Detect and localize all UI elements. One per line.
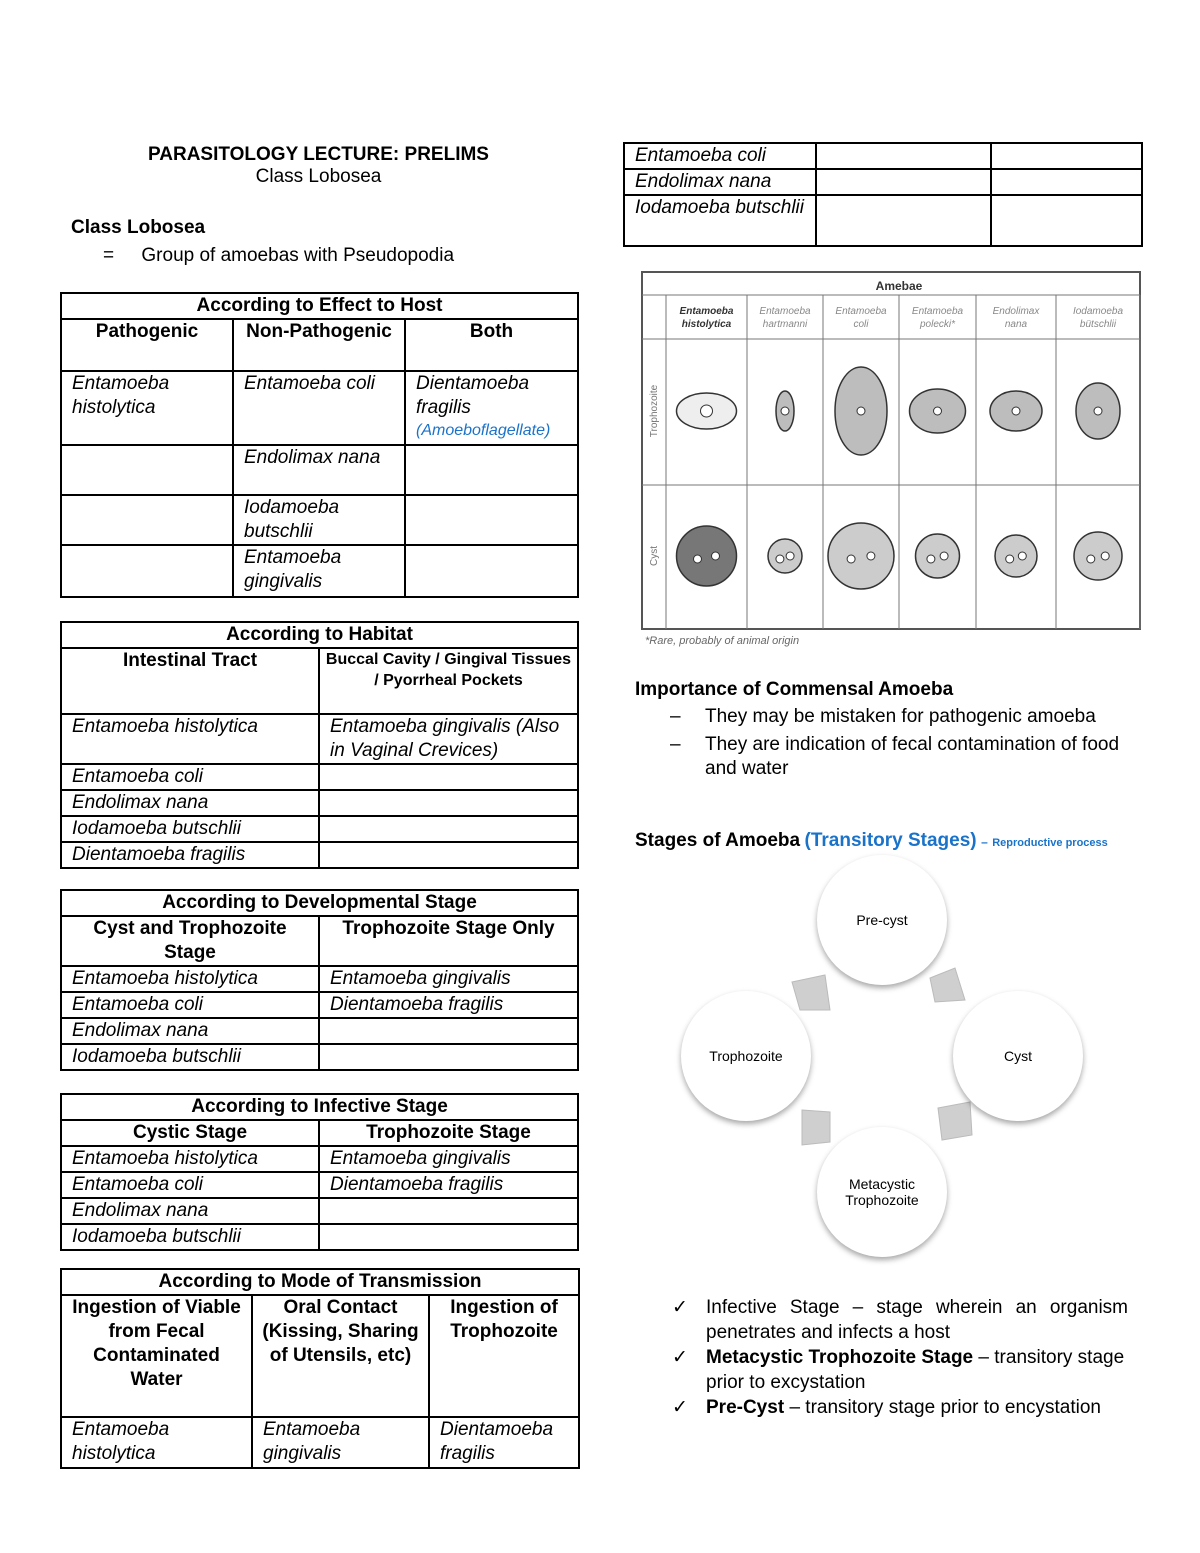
table-cell bbox=[319, 764, 578, 790]
species-table bbox=[623, 142, 1143, 247]
table-cell bbox=[816, 195, 991, 246]
figure-caption: *Rare, probably of animal origin bbox=[645, 635, 800, 647]
table-cell: Iodamoeba butschlii bbox=[624, 195, 816, 246]
table-cell: Entamoeba gingivalis bbox=[319, 966, 578, 992]
column-header: Intestinal Tract bbox=[61, 648, 319, 714]
figure-title: Amebae bbox=[875, 279, 923, 293]
species-label: Endolimax bbox=[992, 306, 1040, 317]
table-title: According to Mode of Transmission bbox=[61, 1269, 579, 1295]
table-habitat bbox=[60, 621, 579, 869]
table-cell bbox=[319, 1198, 578, 1224]
table-cell: Endolimax nana bbox=[624, 169, 816, 195]
cycle-stage: Metacystic Trophozoite bbox=[817, 1127, 947, 1257]
table-cell: Entamoeba gingivalis bbox=[233, 545, 405, 597]
definition-text: Group of amoebas with Pseudopodia bbox=[141, 245, 455, 266]
arrow-icon bbox=[930, 968, 965, 1002]
page-title: PARASITOLOGY LECTURE: PRELIMS bbox=[148, 144, 489, 165]
cyst-icon bbox=[828, 523, 894, 589]
table-row bbox=[61, 1018, 578, 1044]
commensal-heading: Importance of Commensal Amoeba bbox=[635, 679, 954, 700]
page-subtitle: Class Lobosea bbox=[255, 166, 382, 187]
table-cell: Iodamoeba butschlii bbox=[61, 816, 319, 842]
section-heading: Class Lobosea bbox=[71, 217, 206, 238]
cyst-icon bbox=[916, 534, 960, 578]
table-title: According to Infective Stage bbox=[61, 1094, 578, 1120]
table-cell bbox=[816, 169, 991, 195]
table-row bbox=[61, 714, 578, 764]
arrow-icon bbox=[938, 1102, 972, 1140]
table-row bbox=[61, 1172, 578, 1198]
table-row bbox=[61, 816, 578, 842]
stages-heading: Stages of Amoeba (Transitory Stages) – Reproductive process bbox=[635, 830, 1108, 851]
table-row bbox=[61, 966, 578, 992]
column-header: Both bbox=[405, 319, 578, 371]
table-transmission bbox=[60, 1268, 580, 1469]
table-row bbox=[61, 445, 578, 495]
table-cell: Dientamoeba fragilis bbox=[319, 1172, 578, 1198]
table-cell: Entamoeba histolytica bbox=[61, 1146, 319, 1172]
table-cell: Entamoeba gingivalis (Also in Vaginal Crevices) bbox=[319, 714, 578, 764]
table-title: According to Effect to Host bbox=[61, 293, 578, 319]
table-cell bbox=[319, 842, 578, 868]
species-label: coli bbox=[853, 319, 869, 330]
column-header: Ingestion of Viable from Fecal Contaminated Water bbox=[61, 1295, 252, 1417]
table-cell: Endolimax nana bbox=[61, 1018, 319, 1044]
row-label: Cyst bbox=[649, 546, 660, 566]
bullet: = bbox=[103, 245, 115, 266]
table-note: (Amoeboflagellate) bbox=[416, 422, 551, 439]
amebae-figure bbox=[641, 271, 1141, 631]
species-label: nana bbox=[1004, 319, 1028, 330]
table-cell bbox=[319, 790, 578, 816]
table-cell bbox=[405, 445, 578, 495]
table-cell: Entamoeba coli bbox=[233, 371, 405, 445]
arrow-icon bbox=[802, 1110, 830, 1145]
column-header: Trophozoite Stage bbox=[319, 1120, 578, 1146]
table-cell bbox=[816, 143, 991, 169]
table-cell: Entamoeba histolytica bbox=[61, 371, 233, 445]
species-label: histolytica bbox=[681, 319, 732, 330]
cycle-stage: Trophozoite bbox=[681, 991, 811, 1121]
table-title: According to Habitat bbox=[61, 622, 578, 648]
table-cell bbox=[991, 169, 1142, 195]
column-header: Oral Contact (Kissing, Sharing of Utensils, etc) bbox=[252, 1295, 429, 1417]
species-label: bütschlii bbox=[1079, 319, 1117, 330]
arrow-icon bbox=[792, 975, 830, 1010]
cyst-icon bbox=[1074, 532, 1122, 580]
table-cell: Iodamoeba butschlii bbox=[233, 495, 405, 545]
table-cell: Dientamoeba fragilis bbox=[429, 1417, 579, 1468]
cycle-stage: Cyst bbox=[953, 991, 1083, 1121]
table-cell bbox=[319, 1224, 578, 1250]
list-item: – They are indication of fecal contamination of food and water bbox=[670, 734, 1120, 779]
table-cell bbox=[405, 545, 578, 597]
table-row bbox=[61, 371, 578, 445]
list-item: ✓ Metacystic Trophozoite Stage – transitory stage prior to excystation bbox=[672, 1347, 1125, 1393]
species-label: Entamoeba bbox=[759, 306, 811, 317]
species-label: polecki* bbox=[919, 319, 956, 330]
table-cell bbox=[61, 495, 233, 545]
table-cell: Entamoeba coli bbox=[61, 764, 319, 790]
column-header: Trophozoite Stage Only bbox=[319, 916, 578, 966]
table-cell: Entamoeba gingivalis bbox=[319, 1146, 578, 1172]
table-cell bbox=[405, 495, 578, 545]
cycle-stage: Pre-cyst bbox=[817, 855, 947, 985]
row-label: Trophozoite bbox=[649, 384, 660, 438]
table-cell: Endolimax nana bbox=[61, 790, 319, 816]
table-row bbox=[61, 1044, 578, 1070]
list-item: ✓ Pre-Cyst – transitory stage prior to encystation bbox=[672, 1397, 1101, 1418]
table-cell: Entamoeba coli bbox=[61, 1172, 319, 1198]
cyst-icon bbox=[995, 535, 1037, 577]
column-header: Pathogenic bbox=[61, 319, 233, 371]
table-cell: Dientamoeba fragilis (Amoeboflagellate) bbox=[405, 371, 578, 445]
table-row bbox=[61, 1224, 578, 1250]
table-cell: Entamoeba histolytica bbox=[61, 714, 319, 764]
cyst-icon bbox=[677, 526, 737, 586]
list-item: – They may be mistaken for pathogenic amoeba bbox=[670, 706, 1096, 727]
table-infective bbox=[60, 1093, 579, 1251]
species-label: Iodamoeba bbox=[1072, 306, 1124, 317]
definitions-list bbox=[672, 1295, 1128, 1420]
table-row bbox=[61, 1198, 578, 1224]
table-cell bbox=[61, 545, 233, 597]
table-row bbox=[61, 992, 578, 1018]
table-cell: Entamoeba histolytica bbox=[61, 966, 319, 992]
table-cell bbox=[319, 816, 578, 842]
column-header: Cystic Stage bbox=[61, 1120, 319, 1146]
table-row bbox=[61, 545, 578, 597]
table-row bbox=[624, 195, 1142, 246]
table-row bbox=[61, 1146, 578, 1172]
cyst-icon bbox=[768, 539, 802, 573]
table-cell: Iodamoeba butschlii bbox=[61, 1224, 319, 1250]
table-title: According to Developmental Stage bbox=[61, 890, 578, 916]
table-effect bbox=[60, 292, 579, 598]
table-cell bbox=[991, 195, 1142, 246]
definition bbox=[103, 245, 454, 267]
table-cell bbox=[319, 1044, 578, 1070]
species-label: hartmanni bbox=[762, 319, 808, 330]
list-item: ✓ Infective Stage – stage wherein an organism penetrates and infects a host bbox=[672, 1297, 1128, 1343]
table-row bbox=[624, 143, 1142, 169]
column-header: Cyst and Trophozoite Stage bbox=[61, 916, 319, 966]
table-row bbox=[61, 764, 578, 790]
table-cell: Dientamoeba fragilis bbox=[319, 992, 578, 1018]
table-cell bbox=[319, 1018, 578, 1044]
table-row bbox=[61, 790, 578, 816]
table-cell: Endolimax nana bbox=[233, 445, 405, 495]
column-header: Non-Pathogenic bbox=[233, 319, 405, 371]
table-cell: Entamoeba coli bbox=[624, 143, 816, 169]
table-cell bbox=[61, 445, 233, 495]
species-label: Entamoeba bbox=[679, 306, 734, 317]
table-cell: Endolimax nana bbox=[61, 1198, 319, 1224]
table-cell bbox=[991, 143, 1142, 169]
table-cell: Dientamoeba fragilis bbox=[61, 842, 319, 868]
table-cell: Entamoeba gingivalis bbox=[252, 1417, 429, 1468]
table-row bbox=[61, 842, 578, 868]
table-row bbox=[61, 1417, 579, 1468]
species-label: Entamoeba bbox=[835, 306, 887, 317]
table-cell: Entamoeba coli bbox=[61, 992, 319, 1018]
table-developmental bbox=[60, 889, 579, 1071]
table-cell: Iodamoeba butschlii bbox=[61, 1044, 319, 1070]
table-cell: Entamoeba histolytica bbox=[61, 1417, 252, 1468]
species-label: Entamoeba bbox=[911, 306, 964, 317]
commensal-list bbox=[635, 705, 1145, 781]
table-row bbox=[624, 169, 1142, 195]
table-row bbox=[61, 495, 578, 545]
column-header: Ingestion of Trophozoite bbox=[429, 1295, 579, 1417]
column-header: Buccal Cavity / Gingival Tissues / Pyorrheal Pockets bbox=[319, 648, 578, 714]
